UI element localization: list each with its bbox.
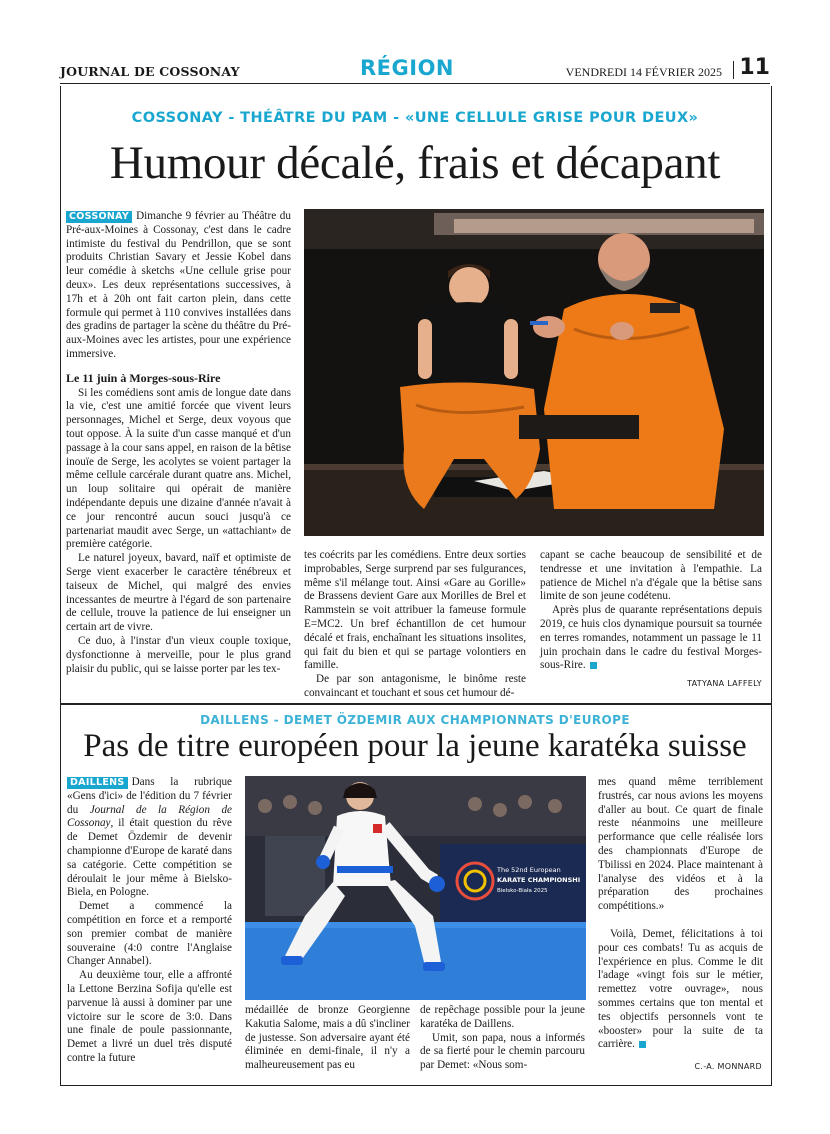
banner-line: The 52nd European — [497, 866, 561, 874]
article1-paragraph: Le naturel joyeux, bavard, naïf et optimiste de Serge vient exacerber le caractère ténébreux et taiseux de Michel, qui malgré des envies incessantes de meurtre à l'égard de son partenaire de cellule, trouve la patience de lui enseigner un certain art de vivre. — [66, 552, 291, 634]
article2-paragraph-text: Voilà, Demet, félicitations à toi pour ces combats! Tu as acquis de l'expérience en plus. Comme le dit l'adage «vingt fois sur le métier, remettez votre ouvrage», nous sommes certains que ton mental et tes objectifs personnels vont te «booster» pour la suite de ta carrière. — [598, 927, 763, 1051]
issue-date: VENDREDI 14 FÉVRIER 2025 — [565, 65, 722, 79]
article2-paragraph: mes quand même terriblement frustrés, car nous avions les moyens d'aller au bout. Ce quart de finale reste néanmoins une meilleure performance que celle réalisée lors des championnats d'Europe de Tbilissi en 2024. Place maintenant à l'analyse des vidéos et à la préparation des prochaines compétitions.» — [598, 776, 763, 913]
masthead — [60, 55, 770, 84]
article2-paragraph: Umit, son papa, nous a informés de sa fierté pour le chemin parcouru par Demet: «Nous som- — [420, 1031, 585, 1072]
article1-paragraph: Ce duo, à l'instar d'un vieux couple toxique, dysfonctionne à merveille, pour le plus grand plaisir du public, qui se laisse porter par les tex- — [66, 634, 291, 675]
section-rubric: RÉGION — [360, 56, 454, 80]
article1-paragraph: Dimanche 9 février au Théâtre du Pré-aux-Moines à Cossonay, c'est dans le cadre intimiste du festival du Pendrillon, que se sont produits Christian Savary et Jessie Kobel dans leur comédie à sketchs «Une cellule grise pour deux». Les deux représentations successives, à 17h et à 20h ont fait carton plein, dans cette formule qui permet à 110 convives installées dans des gradins de partager la scène du théâtre du Pré-aux-Moines avec les artistes, pour une expérience immersive. — [66, 210, 291, 360]
article2-paragraph — [598, 928, 763, 1052]
article2-byline: C.-A. MONNARD — [694, 1062, 762, 1071]
article2-column-1 — [67, 776, 232, 1066]
banner-line: Bielsko-Biała 2025 — [497, 888, 548, 894]
theatre-photo — [304, 209, 764, 536]
article1-subhead: Le 11 juin à Morges-sous-Rire — [66, 370, 221, 385]
article2-paragraph-text: Dans la rubrique «Gens d'ici» de l'édition du 7 février du — [67, 776, 232, 816]
article2-kicker: DAILLENS - DEMET ÖZDEMIR AUX CHAMPIONNATS D'EUROPE — [200, 713, 630, 727]
newspaper-name: JOURNAL DE COSSONAY — [60, 64, 240, 79]
banner-line: KARATE CHAMPIONSHI — [497, 876, 581, 884]
article1-kicker: COSSONAY - THÉÂTRE DU PAM - «UNE CELLULE GRISE POUR DEUX» — [131, 110, 699, 126]
article2-paragraph-text: , il était question du rêve de Demet Özdemir de devenir championne d'Europe de karaté dans sa catégorie. Cette compétition se déroulait le jour même à Bielsko-Biela, en Pologne. — [67, 817, 232, 899]
article1-byline: TATYANA LAFFELY — [687, 679, 762, 688]
end-mark-icon — [639, 1041, 646, 1048]
end-mark-icon — [590, 662, 597, 669]
article2-paragraph: de repêchage possible pour la jeune karatéka de Daillens. — [420, 1004, 585, 1030]
article1-headline: Humour décalé, frais et décapant — [109, 137, 721, 189]
separator — [733, 61, 734, 79]
article2-column-3 — [420, 1004, 585, 1073]
article1-paragraph-text: tes coécrits par les comédiens. Entre deux sorties improbables, Serge surprend par ses fulgurances, même s'il mélange tout. Ainsi «Gare au Gorille» de Brassens devient Gare aux Morilles de Brel et Rammstein se voit attribuer la fameuse formule E=MC2. Un bref échantillon de cet humour décalé et frais, enchaînant les situations insolites, qui fait du bien et qui se partage volontiers en famille. — [304, 549, 526, 672]
article2-paragraph: Demet a commencé la compétition en force et a remporté son premier combat de manière souveraine (4:0 contre l'Anglaise Changer Annabel). — [67, 900, 232, 968]
page-number: 11 — [739, 55, 770, 80]
article1-paragraph: capant se cache beaucoup de sensibilité et de tendresse et une invitation à l'empathie. La patience de Michel n'a d'égale que la bêtise sans limite de son jeune codétenu. — [540, 549, 762, 603]
article2-paragraph: Au deuxième tour, elle a affronté la Lettone Berzina Sofija qu'elle est parvenue là aussi à dominer par une victoire sur le score de 3:0. Dans une finale de poule passionnante, Demet a livré un duel très disputé contre la future — [67, 969, 232, 1064]
article2-paragraph: médaillée de bronze Georgienne Kakutia Salome, mais a dû s'incliner de justesse. Son adversaire ayant été éliminée en demi-finale, il n'y a malheureusement pas eu — [245, 1004, 410, 1072]
article2-column-2 — [245, 1004, 410, 1073]
article1-paragraph — [540, 604, 762, 673]
article-divider — [60, 703, 772, 705]
location-tag: DAILLENS — [67, 777, 128, 789]
article1-column-2 — [304, 549, 526, 701]
article1-paragraph-text: Après plus de quarante représentations depuis 2019, ce huis clos dynamique poursuit sa tournée en terres romandes, notamment un passage le 11 juin prochain dans le cadre du festival Morges-sous-Rire. — [540, 604, 762, 672]
article1-column-3 — [540, 549, 762, 673]
article2-column-4 — [598, 776, 763, 1052]
article2-headline: Pas de titre européen pour la jeune karatéka suisse — [83, 728, 747, 764]
newspaper-reference: Journal de la Région de Cossonay — [67, 803, 232, 830]
karate-photo — [245, 776, 586, 1000]
location-tag: COSSONAY — [66, 211, 132, 223]
article1-paragraph — [304, 549, 526, 673]
article1-column-1 — [66, 210, 291, 676]
article1-paragraph: De par son antagonisme, le binôme reste convaincant et touchant et sous cet humour dé- — [304, 673, 526, 699]
article1-paragraph: Si les comédiens sont amis de longue date dans la vie, c'est une amitié forcée que vivent leurs personnages, Michel et Serge, deux voyous que tout oppose. À la suite d'un casse manqué et d'un passage à la cour sans appel, en raison de la bêtise inouïe de Serge, les acolytes se voient partager la même cellule carcérale durant quatre ans. Michel, un loup solitaire qui opérait de manière indépendante depuis une dizaine d'année n'avait à ce jour rencontré aucun souci jusqu'à ce partenariat maudit avec Serge, un «attachiant» de première catégorie. — [66, 386, 291, 551]
